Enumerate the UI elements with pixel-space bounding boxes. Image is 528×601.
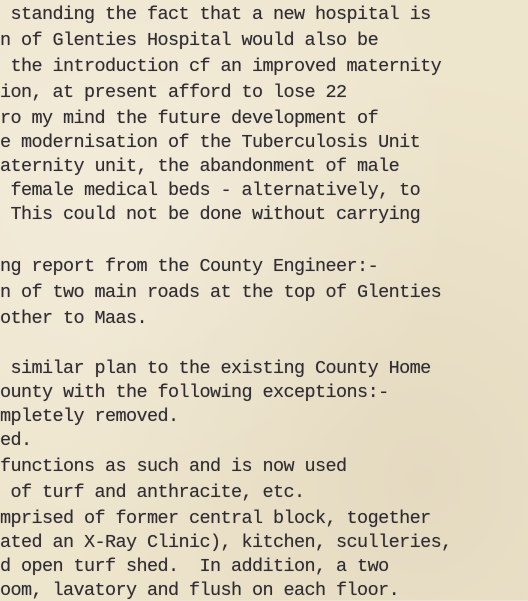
text-line: the introduction cf an improved maternity xyxy=(0,56,442,77)
text-line: functions as such and is now used xyxy=(0,456,347,477)
text-line: This could not be done without carrying xyxy=(0,204,421,225)
text-line: similar plan to the existing County Home xyxy=(0,358,431,379)
text-line: oom, lavatory and flush on each floor. xyxy=(0,580,400,601)
text-line: aternity unit, the abandonment of male xyxy=(0,156,400,177)
text-line: other to Maas. xyxy=(0,308,148,329)
text-line: ion, at present afford to lose 22 xyxy=(0,82,347,103)
text-line: d open turf shed. In addition, a two xyxy=(0,556,389,577)
text-line: ro my mind the future development of xyxy=(0,108,379,129)
text-line: ounty with the following exceptions:- xyxy=(0,382,389,403)
text-line: e modernisation of the Tuberculosis Unit xyxy=(0,132,421,153)
text-line: ed. xyxy=(0,430,32,451)
text-line: female medical beds - alternatively, to xyxy=(0,180,421,201)
text-line: n of Glenties Hospital would also be xyxy=(0,30,379,51)
text-line: standing the fact that a new hospital is xyxy=(0,4,431,25)
text-line: n of two main roads at the top of Glenties xyxy=(0,282,442,303)
text-line: ated an X-Ray Clinic), kitchen, sculleries, xyxy=(0,532,452,553)
text-line: mpletely removed. xyxy=(0,406,179,427)
text-line: of turf and anthracite, etc. xyxy=(0,482,305,503)
text-line: ng report from the County Engineer:- xyxy=(0,256,379,277)
text-line: mprised of former central block, together xyxy=(0,508,431,529)
